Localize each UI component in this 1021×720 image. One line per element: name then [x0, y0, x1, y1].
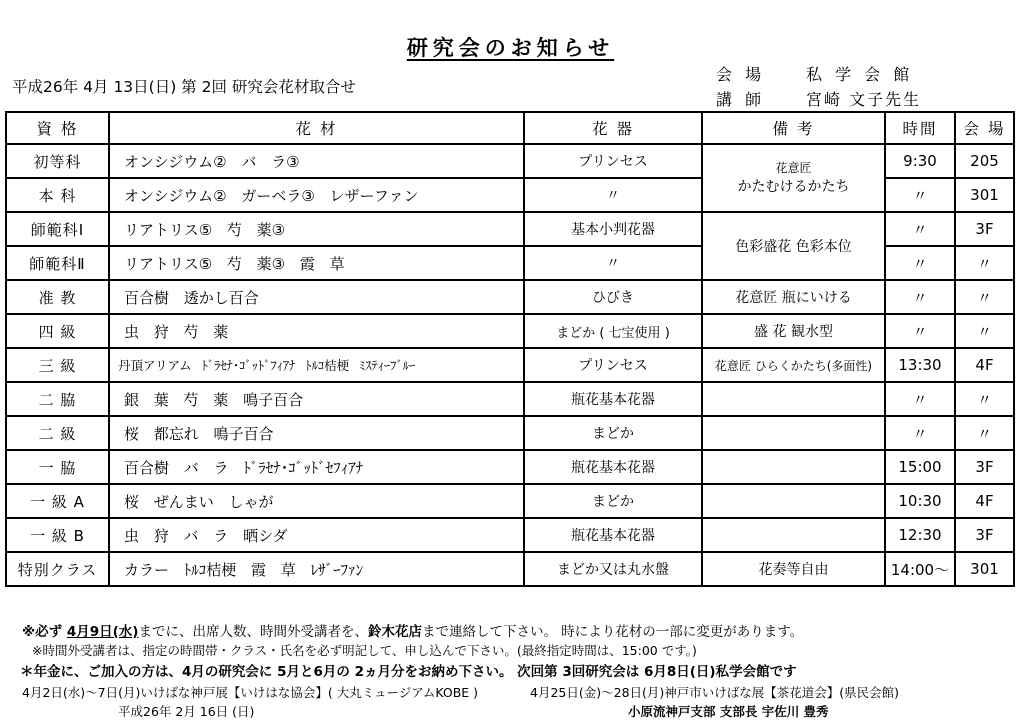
cell-time: 〃: [885, 382, 955, 416]
cell-level: 本 科: [6, 178, 109, 212]
table-row: [6, 348, 1014, 382]
cell-materials: 丹頂アリアム ﾄﾞﾗｾﾅ･ｺﾞｯﾄﾞﾌｨｱﾅ ﾄﾙｺ桔梗 ﾐｽﾃｨｰﾌﾞﾙｰ: [109, 348, 524, 382]
event-announcement: 4月25日(金)～28日(月)神戸市いけばな展【茶花道会】(県民会館): [530, 685, 900, 700]
cell-notes: [702, 518, 885, 552]
cell-vase: まどか: [524, 484, 702, 518]
cell-time: 9:30: [885, 144, 955, 178]
cell-vase: ひびき: [524, 280, 702, 314]
cell-level: 初等科: [6, 144, 109, 178]
table-header-row: [6, 112, 1014, 144]
cell-materials: 虫 狩 バ ラ 晒シダ: [109, 518, 524, 552]
cell-time: 14:00～: [885, 552, 955, 586]
header-materials: 花 材: [109, 112, 524, 144]
cell-time: 〃: [885, 246, 955, 280]
note-line: 花意匠: [775, 161, 812, 175]
cell-level: 師範科Ⅱ: [6, 246, 109, 280]
table-row: [6, 518, 1014, 552]
table-row: [6, 552, 1014, 586]
cell-level: 一 級 B: [6, 518, 109, 552]
cell-materials: オンシジウム② ガーベラ③ レザーファン: [109, 178, 524, 212]
deadline-note: [22, 620, 803, 640]
header-vase: 花 器: [524, 112, 702, 144]
cell-vase: プリンセス: [524, 144, 702, 178]
organization-signature: 小原流神戸支部 支部長 宇佐川 豊秀: [628, 704, 829, 719]
cell-level: 一 級 A: [6, 484, 109, 518]
table-row: [6, 280, 1014, 314]
cell-materials: カラー ﾄﾙｺ桔梗 霞 草 ﾚｻﾞｰﾌｧﾝ: [109, 552, 524, 586]
cell-venue: 〃: [955, 416, 1014, 450]
cell-time: 〃: [885, 178, 955, 212]
cell-vase: 瓶花基本花器: [524, 450, 702, 484]
cell-notes: 花奏等自由: [702, 552, 885, 586]
cell-materials: リアトリス⑤ 芍 薬③: [109, 212, 524, 246]
table-row: [6, 450, 1014, 484]
deadline-note-body: までに、出席人数、時間外受講者を、: [138, 624, 368, 640]
cell-vase: 瓶花基本花器: [524, 518, 702, 552]
meeting-subtitle: 平成26年 4月 13日(日) 第 2回 研究会花材取合せ: [12, 78, 356, 96]
flower-shop-name: 鈴木花店: [367, 624, 422, 640]
cell-materials: 桜 都忘れ 鳴子百合: [109, 416, 524, 450]
cell-level: 四 級: [6, 314, 109, 348]
event-announcement: 4月2日(水)～7日(月)いけばな神戸展【いけはな協会】( 大丸ミュージアムKOBE ): [22, 685, 479, 700]
cell-time: 12:30: [885, 518, 955, 552]
deadline-note-prefix: ※必ず: [22, 624, 67, 640]
cell-venue: 3F: [955, 518, 1014, 552]
schedule-table: [5, 111, 1015, 587]
cell-level: 師範科Ⅰ: [6, 212, 109, 246]
table-row: [6, 212, 1014, 246]
cell-materials: 虫 狩 芍 薬: [109, 314, 524, 348]
cell-time: 13:30: [885, 348, 955, 382]
cell-venue: 〃: [955, 382, 1014, 416]
cell-time: 〃: [885, 280, 955, 314]
cell-vase: 〃: [524, 178, 702, 212]
cell-notes: [702, 416, 885, 450]
cell-time: 〃: [885, 416, 955, 450]
cell-level: 三 級: [6, 348, 109, 382]
cell-venue: 3F: [955, 450, 1014, 484]
table-row: [6, 382, 1014, 416]
table-row: [6, 314, 1014, 348]
deadline-note-tail: まで連絡して下さい。 時により花材の一部に変更があります。: [421, 624, 804, 640]
cell-vase: まどか ( 七宝使用 ): [524, 314, 702, 348]
cell-venue: 205: [955, 144, 1014, 178]
venue-label: 会 場: [716, 65, 766, 84]
cell-time: 〃: [885, 314, 955, 348]
page-title: 研究会のお知らせ: [406, 36, 615, 60]
lecturer-label: 講 師: [716, 90, 766, 109]
cell-materials: 百合樹 透かし百合: [109, 280, 524, 314]
deadline-date: 4月9日(水): [66, 624, 139, 640]
cell-time: 10:30: [885, 484, 955, 518]
cell-venue: 4F: [955, 484, 1014, 518]
cell-materials: 百合樹 バ ラ ﾄﾞﾗｾﾅ･ｺﾞｯﾄﾞｾﾌｨｱﾅ: [109, 450, 524, 484]
cell-notes: 盛 花 観水型: [702, 314, 885, 348]
overtime-note: ※時間外受講者は、指定の時間帯・クラス・氏名を必ず明記して、申し込んで下さい。(最終指定時間は、15:00 です。): [32, 643, 697, 658]
issue-date: 平成26年 2月 16日 (日): [118, 704, 255, 719]
header-level: 資 格: [6, 112, 109, 144]
cell-notes-merged: 色彩盛花 色彩本位: [702, 212, 885, 280]
cell-vase: 〃: [524, 246, 702, 280]
cell-venue: 〃: [955, 314, 1014, 348]
cell-notes: 花意匠 瓶にいける: [702, 280, 885, 314]
table-row: [6, 484, 1014, 518]
cell-materials: 桜 ぜんまい しゃが: [109, 484, 524, 518]
cell-notes: [702, 450, 885, 484]
table-row: [6, 144, 1014, 178]
cell-vase: まどか: [524, 416, 702, 450]
cell-vase: 基本小判花器: [524, 212, 702, 246]
cell-vase: プリンセス: [524, 348, 702, 382]
header-venue: 会 場: [955, 112, 1014, 144]
note-line: かたむけるかたち: [737, 179, 850, 195]
cell-level: 特別クラス: [6, 552, 109, 586]
cell-venue: 301: [955, 178, 1014, 212]
cell-time: 15:00: [885, 450, 955, 484]
cell-notes: [702, 484, 885, 518]
lecturer-value: 宮崎 文子先生: [806, 90, 922, 109]
venue-value: 私 学 会 館: [806, 65, 914, 84]
cell-notes: [702, 382, 885, 416]
cell-materials: 銀 葉 芍 薬 鳴子百合: [109, 382, 524, 416]
cell-level: 二 級: [6, 416, 109, 450]
cell-level: 一 脇: [6, 450, 109, 484]
cell-vase: 瓶花基本花器: [524, 382, 702, 416]
cell-venue: 〃: [955, 280, 1014, 314]
cell-materials: オンシジウム② バ ラ③: [109, 144, 524, 178]
header-time: 時間: [885, 112, 955, 144]
cell-materials: リアトリス⑤ 芍 薬③ 霞 草: [109, 246, 524, 280]
cell-venue: 301: [955, 552, 1014, 586]
cell-notes: 花意匠 ひらくかたち(多面性): [702, 348, 885, 382]
pension-note: ＊年金に、ご加入の方は、4月の研究会に 5月と6月の 2ヵ月分をお納め下さい。 次回第 3回研究会は 6月8日(日)私学会館です: [20, 664, 797, 680]
cell-venue: 3F: [955, 212, 1014, 246]
cell-vase: まどか又は丸水盤: [524, 552, 702, 586]
header-notes: 備 考: [702, 112, 885, 144]
cell-notes-merged: [702, 144, 885, 212]
cell-venue: 4F: [955, 348, 1014, 382]
table-row: [6, 416, 1014, 450]
cell-venue: 〃: [955, 246, 1014, 280]
cell-level: 二 脇: [6, 382, 109, 416]
cell-level: 准 教: [6, 280, 109, 314]
cell-time: 〃: [885, 212, 955, 246]
